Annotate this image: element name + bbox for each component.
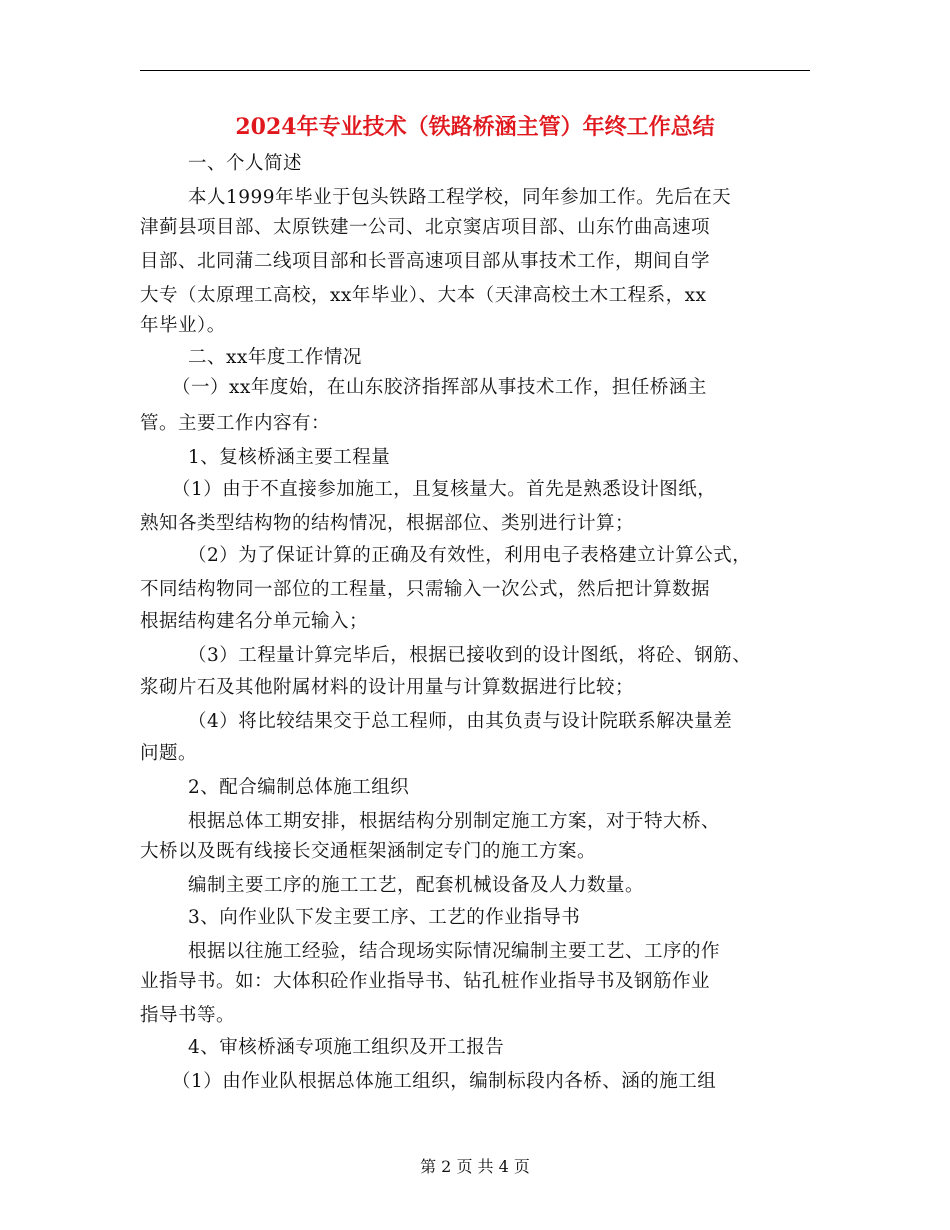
paragraph-line: （3）工程量计算完毕后，根据已接收到的设计图纸，将砼、钢筋、 bbox=[188, 645, 752, 666]
paragraph-line: （一）xx年度始，在山东胶济指挥部从事技术工作，担任桥涵主 bbox=[172, 377, 707, 398]
paragraph-line: 1、复核桥涵主要工程量 bbox=[188, 447, 391, 468]
paragraph-line: （2）为了保证计算的正确及有效性，利用电子表格建立计算公式， bbox=[188, 545, 752, 566]
paragraph-line: 熟知各类型结构物的结构情况，根据部位、类别进行计算； bbox=[140, 513, 635, 534]
paragraph-line: 一、个人简述 bbox=[188, 153, 303, 174]
paragraph-line: 2、配合编制总体施工组织 bbox=[188, 777, 410, 798]
paragraph-line: （1）由于不直接参加施工，且复核量大。首先是熟悉设计图纸， bbox=[172, 479, 717, 500]
paragraph-line: 根据以往施工经验，结合现场实际情况编制主要工艺、工序的作 bbox=[188, 941, 721, 962]
paragraph-line: 目部、北同蒲二线项目部和长晋高速项目部从事技术工作，期间自学 bbox=[140, 251, 711, 272]
header-rule bbox=[140, 70, 810, 71]
paragraph-line: 本人1999年毕业于包头铁路工程学校，同年参加工作。先后在天 bbox=[188, 187, 732, 208]
paragraph-line: 指导书等。 bbox=[140, 1005, 236, 1026]
paragraph-line: 根据总体工期安排，根据结构分别制定施工方案，对于特大桥、 bbox=[188, 811, 721, 832]
paragraph-line: 大专（太原理工高校，xx年毕业）、大本（天津高校土木工程系，xx bbox=[140, 285, 707, 306]
paragraph-line: （4）将比较结果交于总工程师，由其负责与设计院联系解决量差 bbox=[188, 711, 733, 732]
paragraph-line: 津蓟县项目部、太原铁建一公司、北京窦店项目部、山东竹曲高速项 bbox=[140, 217, 711, 238]
document-title: 2024年专业技术（铁路桥涵主管）年终工作总结 bbox=[235, 114, 715, 140]
paragraph-line: 年毕业）。 bbox=[140, 315, 226, 336]
paragraph-line: 编制主要工序的施工工艺，配套机械设备及人力数量。 bbox=[188, 875, 645, 896]
paragraph-line: 业指导书。如：大体积砼作业指导书、钻孔桩作业指导书及钢筋作业 bbox=[140, 971, 711, 992]
paragraph-line: 3、向作业队下发主要工序、工艺的作业指导书 bbox=[188, 907, 581, 928]
paragraph-line: （1）由作业队根据总体施工组织，编制标段内各桥、涵的施工组 bbox=[172, 1071, 717, 1092]
paragraph-line: 二、xx年度工作情况 bbox=[188, 347, 362, 368]
paragraph-line: 根据结构建名分单元输入； bbox=[140, 611, 369, 632]
paragraph-line: 大桥以及既有线接长交通框架涵制定专门的施工方案。 bbox=[140, 841, 597, 862]
paragraph-line: 管。主要工作内容有： bbox=[140, 413, 331, 434]
page-footer: 第 2 页 共 4 页 bbox=[420, 1157, 530, 1176]
paragraph-line: 不同结构物同一部位的工程量，只需输入一次公式，然后把计算数据 bbox=[140, 579, 711, 600]
paragraph-line: 4、审核桥涵专项施工组织及开工报告 bbox=[188, 1037, 505, 1058]
paragraph-line: 问题。 bbox=[140, 743, 198, 764]
paragraph-line: 浆砌片石及其他附属材料的设计用量与计算数据进行比较； bbox=[140, 677, 635, 698]
